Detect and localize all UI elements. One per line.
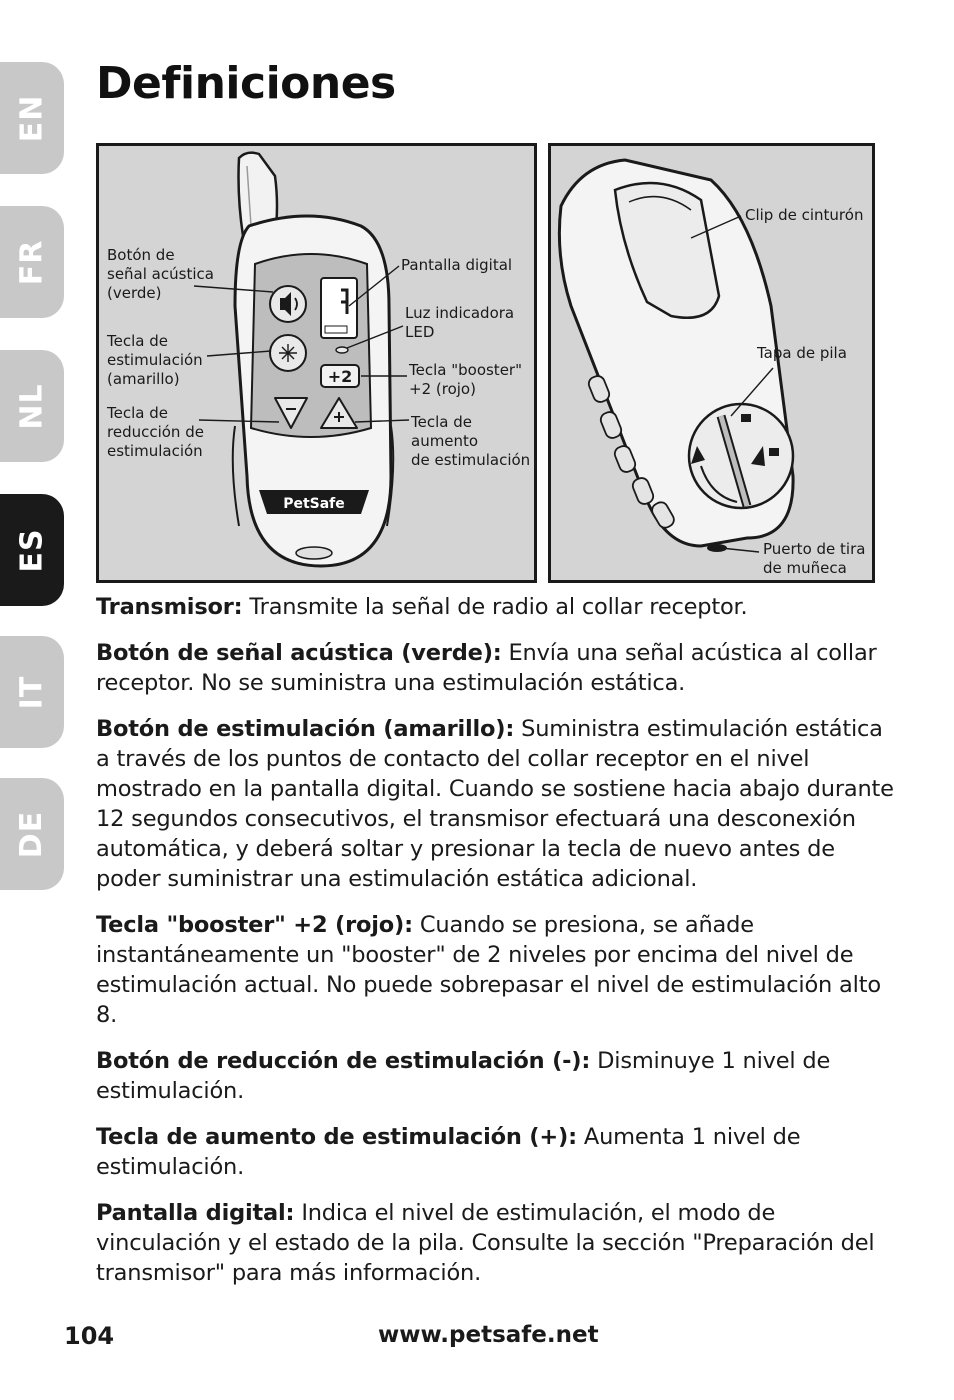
callout-stim-button: Tecla de estimulación (amarillo): [107, 332, 203, 388]
definition-term: Pantalla digital:: [96, 1200, 295, 1226]
definition-item: [96, 1122, 896, 1182]
callout-battery-cover: Tapa de pila: [757, 344, 847, 362]
lang-tab-label: IT: [14, 675, 50, 709]
definition-item: [96, 1046, 896, 1106]
lang-tab-label: FR: [14, 239, 50, 285]
definition-text: Envía una señal acústica al collar receptor. No se suministra una estimulación estática.: [96, 640, 877, 696]
callout-wrist-strap: Puerto de tira de muñeca: [763, 540, 866, 577]
page-title: Definiciones: [96, 58, 396, 109]
lang-tab-label: EN: [14, 94, 50, 142]
definition-term: Tecla "booster" +2 (rojo):: [96, 912, 413, 938]
lang-tab-de[interactable]: [0, 778, 64, 890]
callout-digital-display: Pantalla digital: [401, 256, 513, 274]
brand-logo: PetSafe: [283, 496, 345, 512]
transmitter-back-figure: [548, 143, 875, 583]
callout-booster: Tecla "booster" +2 (rojo): [409, 361, 522, 398]
definition-text: Cuando se presiona, se añade instantáneamente un "booster" de 2 niveles por encima del nivel de estimulación actual. No puede sobrepasar el nivel de estimulación alto 8.: [96, 912, 881, 1028]
definition-term: Botón de señal acústica (verde):: [96, 640, 502, 666]
callout-tone-button: Botón de señal acústica (verde): [107, 246, 214, 302]
lang-tab-label: ES: [14, 527, 50, 573]
lang-tab-es[interactable]: [0, 494, 64, 606]
definition-term: Tecla de aumento de estimulación (+):: [96, 1124, 577, 1150]
lang-tab-en[interactable]: [0, 62, 64, 174]
definition-item: [96, 592, 896, 622]
lang-tab-label: DE: [14, 810, 50, 858]
definition-text: Transmite la señal de radio al collar receptor.: [249, 594, 748, 620]
definition-text: Aumenta 1 nivel de estimulación.: [96, 1124, 801, 1180]
definition-term: Botón de estimulación (amarillo):: [96, 716, 515, 742]
definition-item: [96, 1198, 896, 1288]
booster-button-label: +2: [327, 367, 353, 386]
page-number: 104: [64, 1322, 115, 1350]
website-link[interactable]: www.petsafe.net: [378, 1322, 599, 1348]
definition-term: Botón de reducción de estimulación (-):: [96, 1048, 591, 1074]
definition-item: [96, 714, 896, 894]
definition-item: [96, 638, 896, 698]
definition-text: Disminuye 1 nivel de estimulación.: [96, 1048, 831, 1104]
callout-led: Luz indicadora LED: [405, 304, 515, 341]
display-drawing: [321, 278, 357, 338]
definitions-list: [96, 592, 896, 1304]
definition-item: [96, 910, 896, 1030]
callout-increase-button: Tecla de aumento de estimulación: [411, 413, 531, 469]
definition-term: Transmisor:: [96, 594, 243, 620]
definition-text: Indica el nivel de estimulación, el modo de vinculación y el estado de la pila. Consulte la sección "Preparación del transmisor" para más información.: [96, 1200, 875, 1286]
callout-decrease-button: Tecla de reducción de estimulación: [107, 404, 204, 460]
lang-tab-nl[interactable]: [0, 350, 64, 462]
transmitter-front-figure: [96, 143, 537, 583]
callout-belt-clip: Clip de cinturón: [745, 206, 864, 224]
definition-text: Suministra estimulación estática a través de los puntos de contacto del collar receptor en el nivel mostrado en la pantalla digital. Cuando se sostiene hacia abajo durante 12 segundos consecutivos, el transmisor efectuará una desconexión automática, y deberá soltar y presionar la tecla de nuevo antes de poder suministrar una estimulación estática adicional.: [96, 716, 894, 892]
lang-tab-it[interactable]: [0, 636, 64, 748]
lang-tab-label: NL: [14, 382, 50, 430]
lang-tab-fr[interactable]: [0, 206, 64, 318]
